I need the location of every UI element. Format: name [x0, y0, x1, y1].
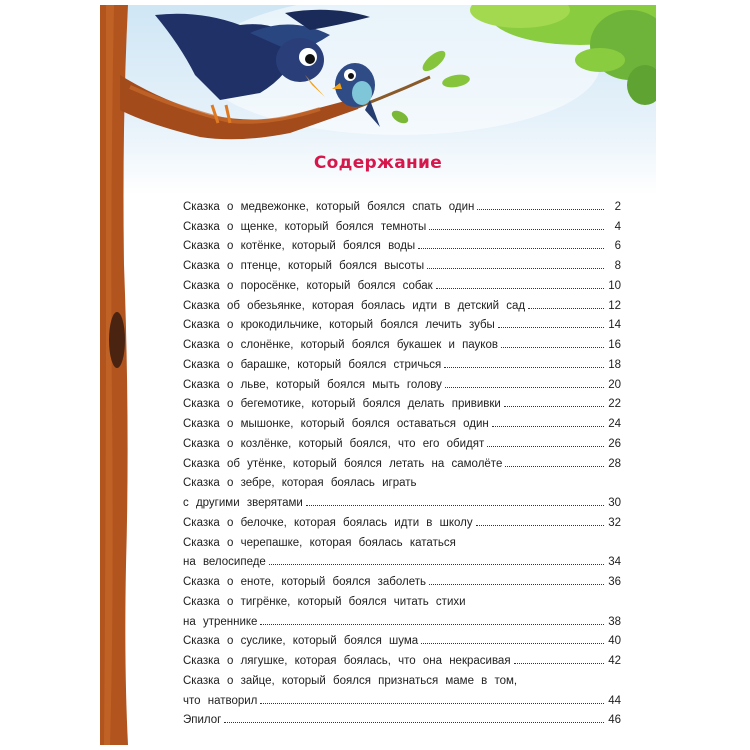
toc-entry-title: Сказка о слонёнке, который боялся букашек и пауков: [183, 339, 498, 351]
toc-entry: [183, 292, 621, 312]
toc-leader-dots: [477, 209, 604, 210]
toc-page-number: 26: [608, 437, 621, 450]
toc-entry-title: Сказка о медвежонке, который боялся спать один: [183, 200, 475, 213]
page-title: Содержание: [313, 153, 443, 173]
toc-page-number: 40: [608, 635, 621, 648]
book-page: [100, 5, 656, 745]
toc-page-number: 24: [608, 418, 621, 430]
toc-leader-dots: [427, 268, 604, 269]
toc-leader-dots: [492, 426, 604, 427]
toc-entry-title: Сказка о лягушке, которая боялась, что она некрасивая: [183, 655, 511, 667]
toc-page-number: 44: [608, 694, 621, 707]
toc-entry-title: Сказка о зайце, который боялся признаться маме в том,: [183, 674, 518, 687]
toc-page-number: 32: [608, 516, 621, 529]
toc-leader-dots: [421, 643, 604, 644]
toc-leader-dots: [418, 248, 604, 249]
tree-trunk: [100, 5, 128, 745]
toc-entry: [183, 391, 621, 411]
toc-entry: [183, 509, 621, 529]
tree-hollow: [109, 312, 125, 368]
toc-entry-title: Сказка о зебре, которая боялась играть: [183, 477, 417, 490]
toc-entry-title: Сказка об утёнке, который боялся летать на самолёте: [183, 457, 503, 470]
toc-entry: [183, 470, 621, 490]
toc-leader-dots: [498, 327, 604, 328]
toc-entry-title: Сказка о белочке, которая боялась идти в школу: [183, 516, 473, 529]
toc-page-number: 22: [608, 398, 621, 411]
toc-entry-title: на утреннике: [183, 615, 258, 628]
toc-entry: [183, 687, 621, 707]
table-of-contents: [183, 193, 621, 726]
toc-entry: [183, 628, 621, 648]
toc-entry-title: Эпилог: [183, 714, 222, 727]
toc-leader-dots: [504, 406, 604, 407]
toc-entry-title: Сказка о поросёнке, который боялся собак: [183, 279, 433, 292]
toc-entry: [183, 489, 621, 509]
toc-leader-dots: [501, 347, 604, 348]
toc-leader-dots: [429, 229, 604, 230]
toc-entry-title: Сказка об обезьянке, которая боялась идти в детский сад: [183, 299, 526, 312]
toc-leader-dots: [444, 367, 604, 368]
toc-leader-dots: [514, 663, 604, 664]
toc-entry-title: Сказка о тигрёнке, который боялся читать стихи: [183, 595, 466, 608]
toc-entry: [183, 549, 621, 569]
toc-entry: [183, 588, 621, 608]
toc-entry-title: Сказка о птенце, который боялся высоты: [183, 260, 425, 272]
toc-entry: [183, 667, 621, 687]
toc-page-number: 6: [614, 240, 621, 253]
toc-leader-dots: [528, 308, 604, 309]
toc-leader-dots: [260, 703, 604, 704]
toc-entry: [183, 312, 621, 332]
toc-entry-title: на велосипеде: [183, 556, 266, 569]
toc-entry: [183, 371, 621, 391]
toc-page-number: 16: [608, 339, 621, 351]
toc-leader-dots: [445, 387, 604, 388]
toc-entry: [183, 233, 621, 253]
toc-entry-title: Сказка о котёнке, который боялся воды: [183, 240, 416, 253]
toc-entry: [183, 331, 621, 351]
toc-leader-dots: [429, 584, 604, 585]
toc-page-number: 28: [608, 457, 621, 470]
toc-leader-dots: [260, 624, 604, 625]
toc-leader-dots: [476, 525, 604, 526]
toc-leader-dots: [306, 505, 604, 506]
toc-entry-title: Сказка о козлёнке, который боялся, что его обидят: [183, 437, 485, 450]
toc-entry-title: с другими зверятами: [183, 497, 303, 509]
toc-entry: [183, 410, 621, 430]
toc-entry: [183, 213, 621, 233]
toc-leader-dots: [436, 288, 604, 289]
toc-page-number: 20: [608, 378, 621, 391]
toc-entry: [183, 351, 621, 371]
toc-entry-title: Сказка о еноте, который боялся заболеть: [183, 576, 426, 588]
toc-page-number: 2: [614, 200, 621, 213]
toc-page-number: 14: [608, 319, 621, 332]
toc-leader-dots: [505, 466, 604, 467]
toc-entry-title: Сказка о крокодильчике, который боялся лечить зубы: [183, 319, 495, 332]
toc-entry: [183, 568, 621, 588]
toc-entry: [183, 608, 621, 628]
toc-page-number: 10: [608, 279, 621, 292]
toc-page-number: 30: [608, 497, 621, 509]
toc-page-number: 34: [608, 556, 621, 569]
toc-page-number: 36: [608, 576, 621, 588]
toc-page-number: 8: [614, 260, 621, 272]
toc-page-number: 38: [608, 615, 621, 628]
toc-entry: [183, 193, 621, 213]
toc-entry-title: Сказка о мышонке, который боялся оставаться один: [183, 418, 489, 430]
toc-entry-title: Сказка о барашке, который боялся стричься: [183, 358, 442, 371]
toc-entry: [183, 430, 621, 450]
toc-entry-title: Сказка о льве, который боялся мыть голову: [183, 378, 442, 391]
toc-entry: [183, 529, 621, 549]
toc-page-number: 46: [608, 714, 621, 727]
toc-entry: [183, 252, 621, 272]
toc-entry: [183, 450, 621, 470]
toc-entry: [183, 707, 621, 727]
toc-page-number: 42: [608, 655, 621, 667]
toc-leader-dots: [224, 722, 604, 723]
toc-entry-title: Сказка о черепашке, которая боялась кататься: [183, 536, 456, 549]
toc-entry-title: что натворил: [183, 694, 258, 707]
toc-leader-dots: [269, 564, 604, 565]
toc-leader-dots: [487, 446, 604, 447]
toc-entry: [183, 647, 621, 667]
toc-entry-title: Сказка о щенке, который боялся темноты: [183, 220, 427, 233]
toc-entry-title: Сказка о суслике, который боялся шума: [183, 635, 419, 648]
toc-entry-title: Сказка о бегемотике, который боялся делать прививки: [183, 398, 501, 411]
toc-entry: [183, 272, 621, 292]
toc-page-number: 12: [608, 299, 621, 312]
toc-page-number: 18: [608, 358, 621, 371]
toc-page-number: 4: [614, 220, 621, 233]
